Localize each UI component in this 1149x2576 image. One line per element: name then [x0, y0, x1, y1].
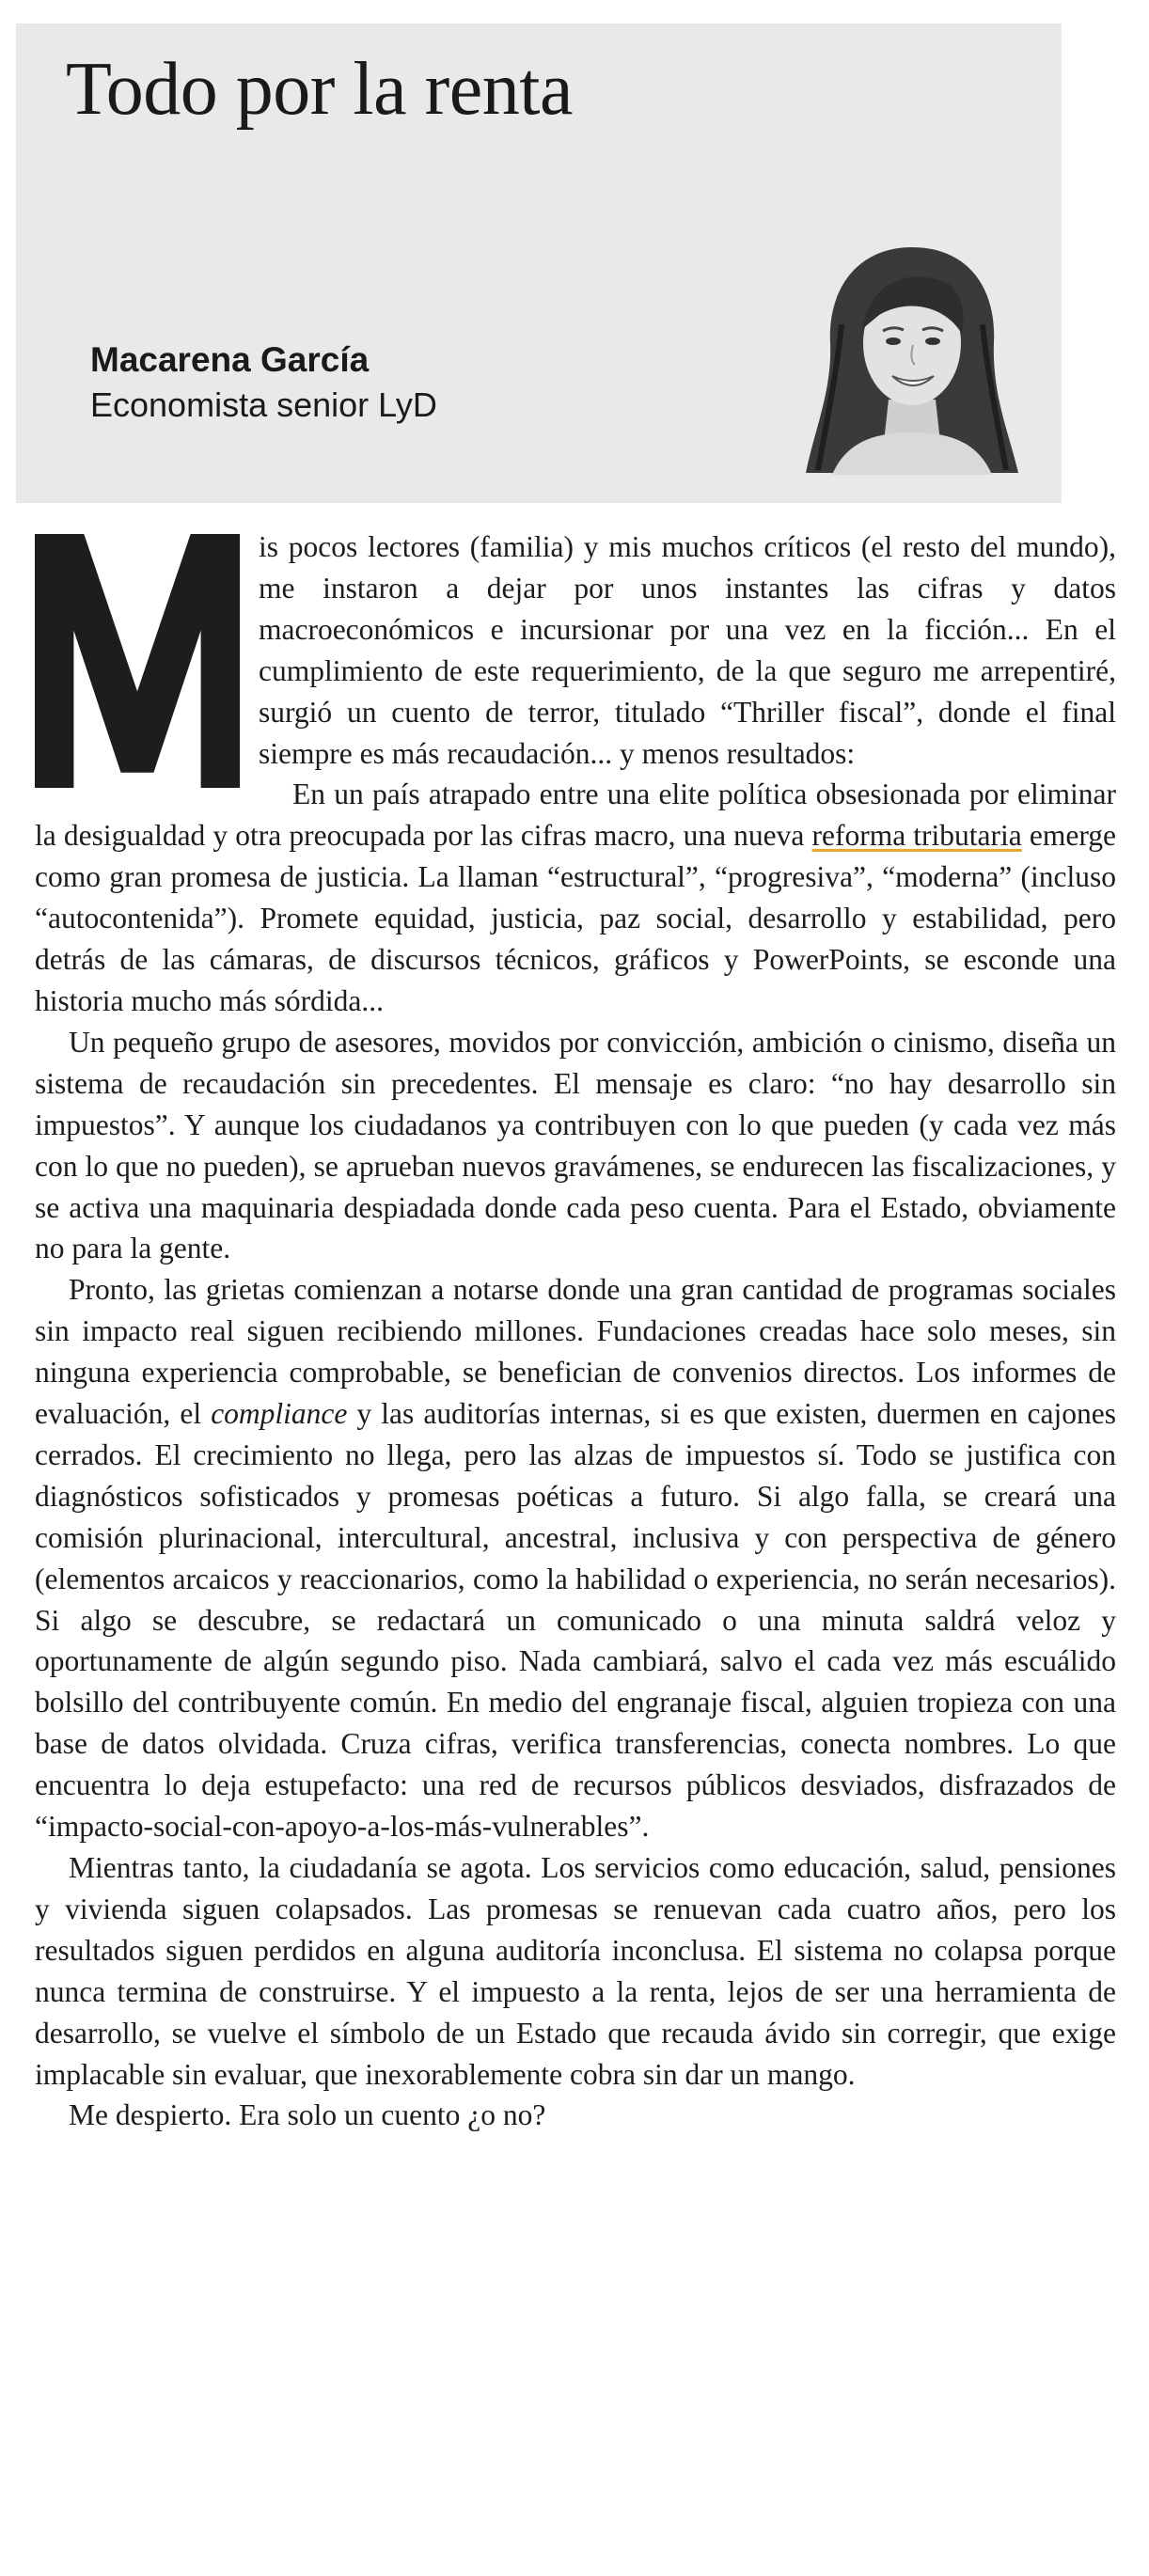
article-paragraph-4 [35, 1269, 1116, 1847]
paragraph-4-text-end: y las auditorías internas, si es que existen, duermen en cajones cerrados. El crecimiento no llega, pero las alzas de impuestos sí. Todo se justifica con diagnósticos sofisticados y promesas poéticas a futuro. Si algo falla, se creará una comisión plurinacional, intercultural, ancestral, inclusiva y con perspectiva de género (elementos arcaicos y reaccionarios, como la habilidad o experiencia, no serán necesarios). Si algo se descubre, se redactará un comunicado o una minuta saldrá veloz y oportunamente de algún segundo piso. Nada cambiará, salvo el cada vez más escuálido bolsillo del contribuyente común. En medio del engranaje fiscal, alguien tropieza con una base de datos olvidada. Cruza cifras, verifica transferencias, conecta nombres. Lo que encuentra lo deja estupefacto: una red de recursos públicos desviados, disfrazados de “impacto-social-con-apoyo-a-los-más-vulnerables”. [35, 1397, 1116, 1844]
article-paragraph-2 [35, 774, 1116, 1021]
article-paragraph-3: Un pequeño grupo de asesores, movidos por convicción, ambición o cinismo, diseña un sistema de recaudación sin precedentes. El mensaje es claro: “no hay desarrollo sin impuestos”. Y aunque los ciudadanos ya contribuyen con lo que pueden (y cada vez más con lo que no pueden), se aprueban nuevos gravámenes, se endurecen las fiscalizaciones, y se activa una maquinaria despiadada donde cada peso cuenta. Para el Estado, obviamente no para la gente. [35, 1025, 1116, 1265]
article-title: Todo por la renta [66, 48, 574, 131]
article-paragraph-5: Mientras tanto, la ciudadanía se agota. Los servicios como educación, salud, pensiones y vivienda siguen colapsados. Las promesas se renuevan cada cuatro años, pero los resultados siguen perdidos en alguna auditoría inconclusa. El sistema no colapsa porque nunca termina de construirse. Y el impuesto a la renta, lejos de ser una herramienta de desarrollo, se vuelve el símbolo de un Estado que recauda ávido sin corregir, que exige implacable sin evaluar, que inexorablemente cobra sin dar un mango. [35, 1851, 1116, 2091]
article-body [35, 526, 1116, 2136]
article-paragraph-1: is pocos lectores (familia) y mis muchos críticos (el resto del mundo), me instaron a dejar por unos instantes las cifras y datos macroeconómicos e incursionar por una vez en la ficción... En el cumplimiento de este requerimiento, de la que seguro me arrepentiré, surgió un cuento de terror, titulado “Thriller fiscal”, donde el final siempre es más recaudación... y menos resultados: [259, 530, 1116, 770]
article-paragraph-6: Me despierto. Era solo un cuento ¿o no? [69, 2098, 546, 2132]
author-portrait [804, 240, 1020, 475]
author-name: Macarena García [90, 340, 370, 379]
reforma-tributaria-link[interactable]: reforma tributaria [811, 819, 1022, 853]
paragraph-2-text-start: En un país atrapado entre una elite política obsesionada por eliminar la desigualdad y otra preocupada por las cifras macro, una nueva [35, 778, 1116, 853]
paragraph-4-text-start: Pronto, las grietas comienzan a notarse donde una gran cantidad de programas sociales sin impacto real siguen recibiendo millones. Fundaciones creadas hace solo meses, sin ninguna experiencia comprobable, se benefician de convenios directos. Los informes de evaluación, el [35, 1273, 1116, 1431]
paragraph-2-text-end: emerge como gran promesa de justicia. La llaman “estructural”, “progresiva”, “moderna” (incluso “autocontenida”). Promete equidad, justicia, paz social, desarrollo y estabilidad, pero detrás de las cámaras, de discursos técnicos, gráficos y PowerPoints, se esconde una historia mucho más sórdida... [35, 819, 1116, 1017]
author-role: Economista senior LyD [90, 385, 437, 424]
compliance-term: compliance [211, 1397, 348, 1431]
